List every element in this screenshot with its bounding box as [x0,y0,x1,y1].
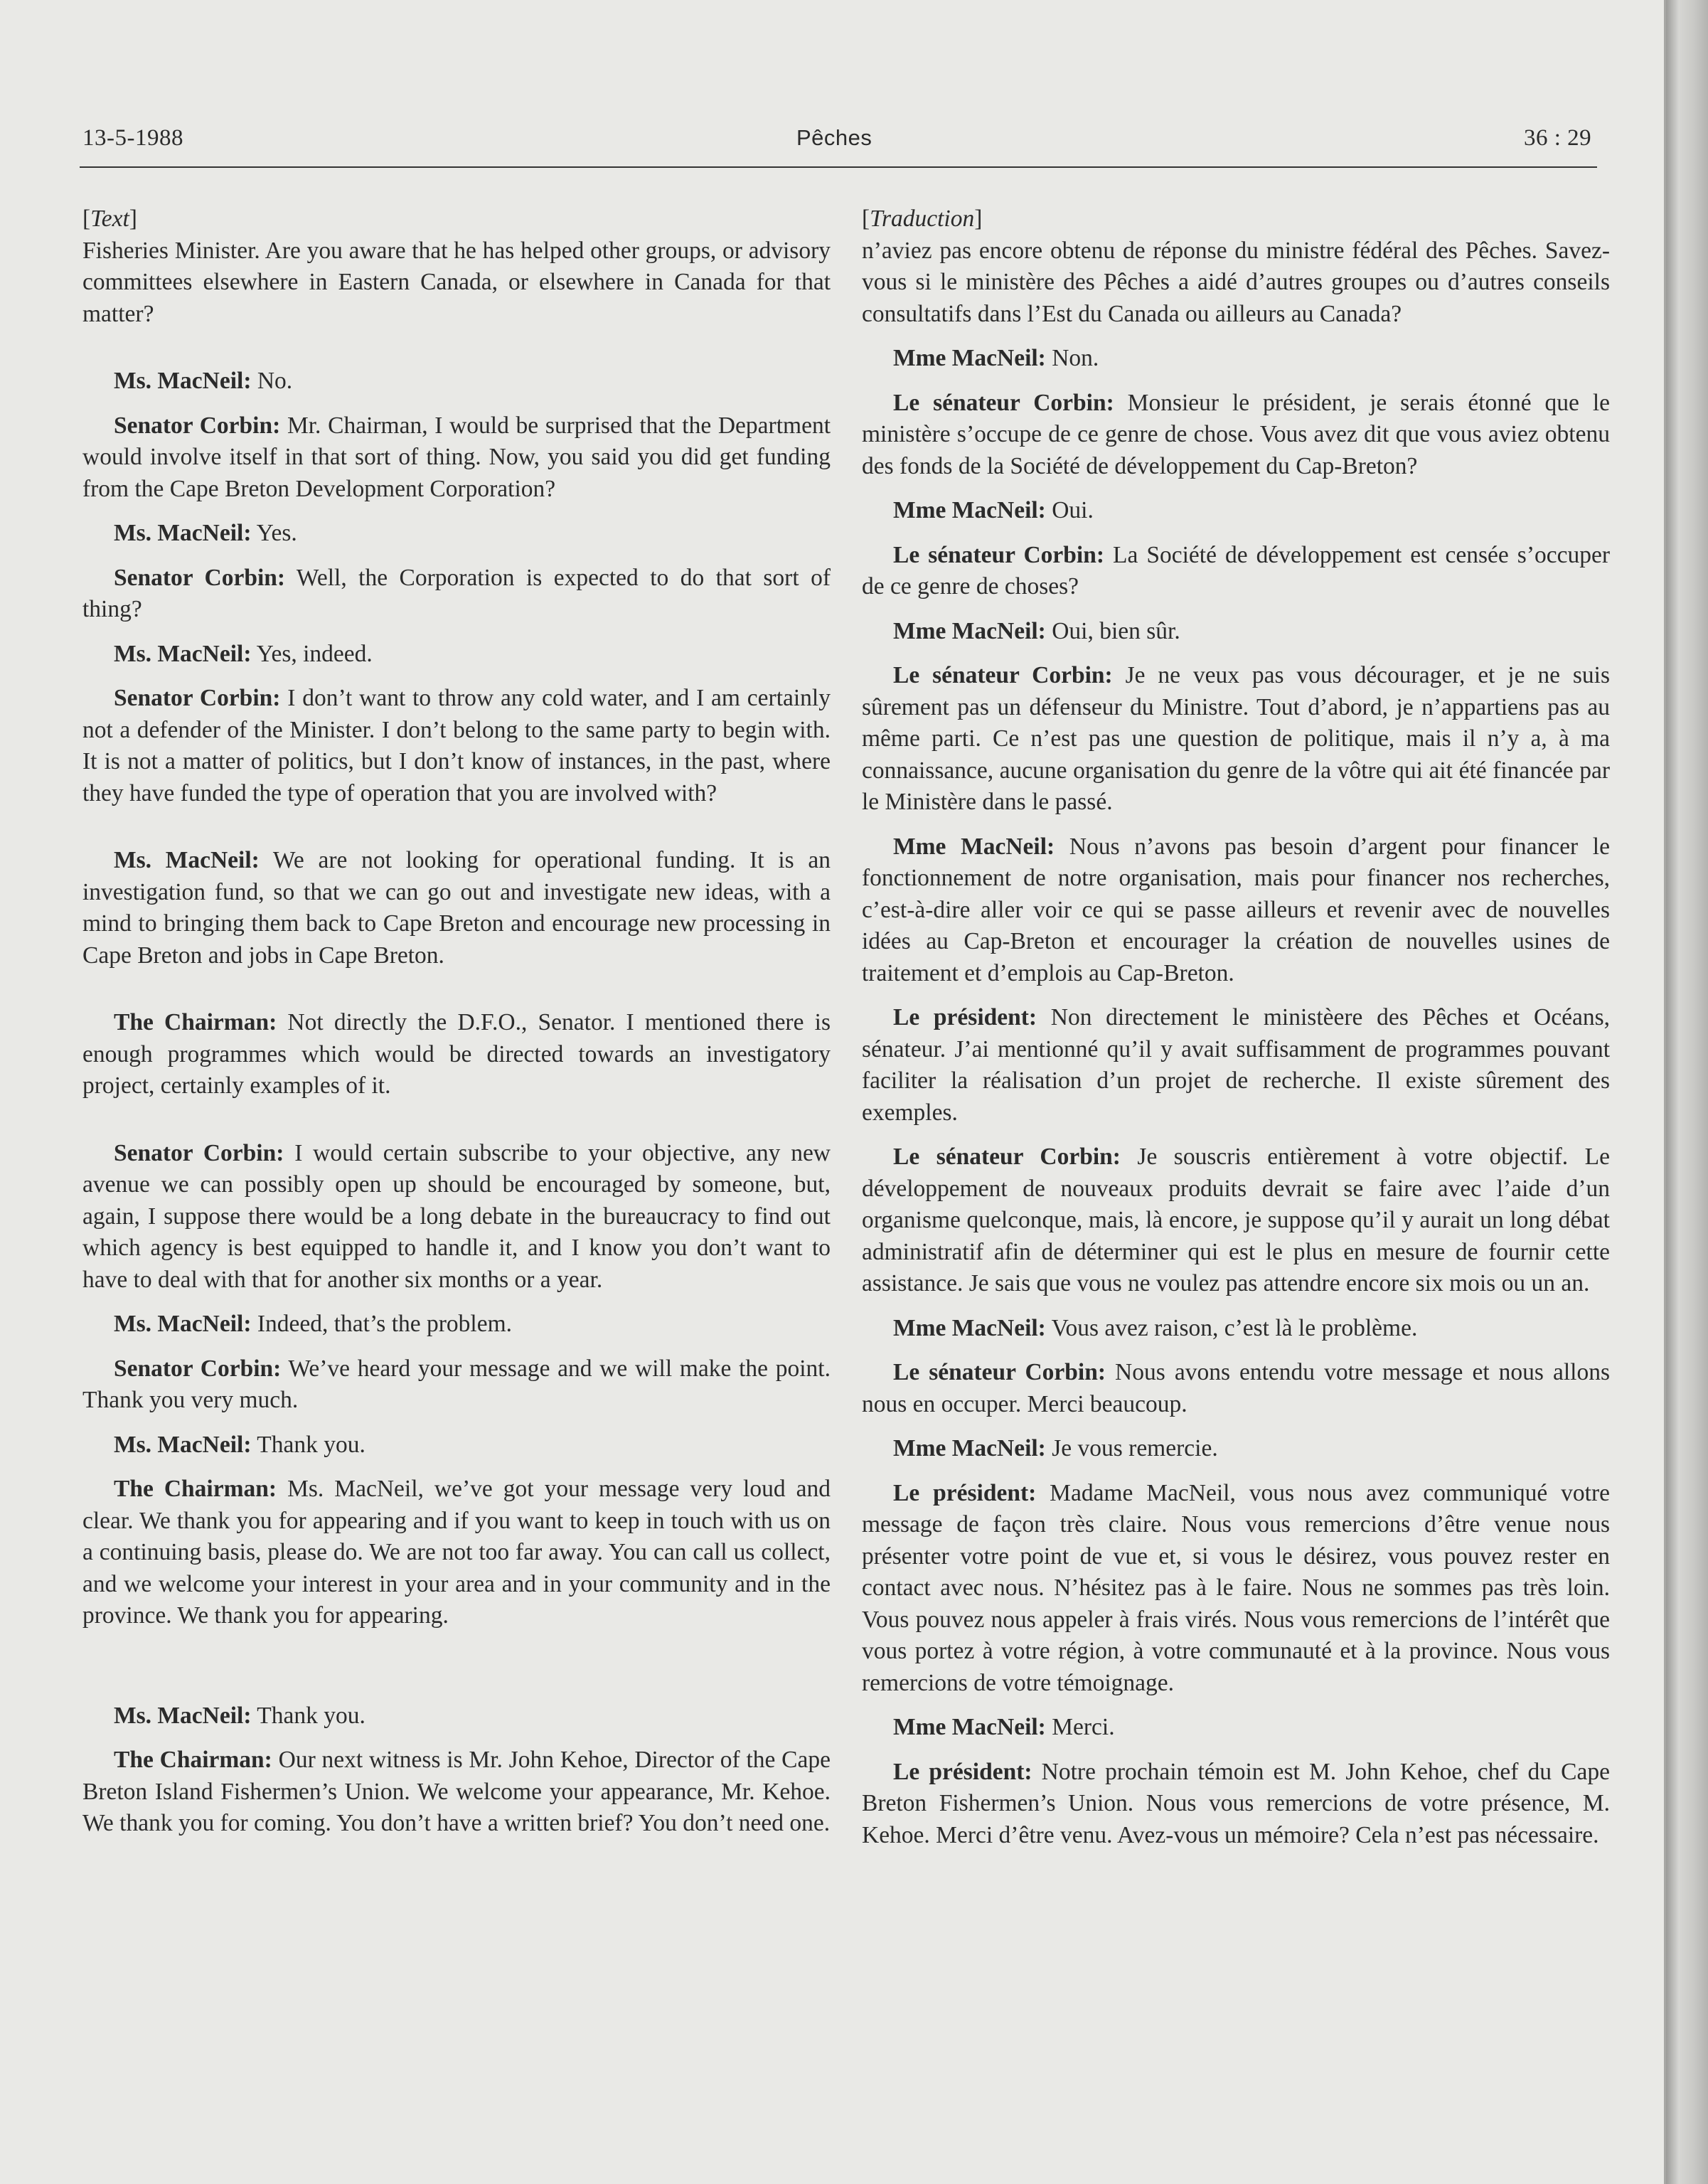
transcript-paragraph [82,1744,831,1840]
speaker-name: The Chairman: [114,1476,277,1502]
speaker-name: Le sénateur Corbin: [893,1359,1106,1385]
header-rule [80,166,1597,168]
transcript-paragraph [862,1002,1610,1129]
transcript-paragraph [862,1478,1610,1700]
speaker-name: Le sénateur Corbin: [893,1144,1121,1170]
transcript-paragraph [82,366,831,398]
header-title: Pêches [796,125,872,150]
speaker-name: The Chairman: [114,1747,272,1773]
speech-text: I don’t want to throw any cold water, and I am certainly not a defender of the Minister. I don’t belong to the same party to begin with. It is not a matter of politics, but I don’t know of instances, in the past, where they have funded the type of operation that you are involved with? [82,685,831,806]
transcript-paragraph [82,639,831,671]
speaker-name: Le président: [893,1479,1037,1506]
transcript-paragraph [862,495,1610,527]
lead-paragraph: Fisheries Minister. Are you aware that he has helped other groups, or advisory committees elsewhere in Eastern Canada, or elsewhere in Canada for that matter? [82,237,831,327]
transcript-paragraph [82,1309,831,1341]
transcript-paragraph [82,1429,831,1461]
speaker-name: Senator Corbin: [114,1355,282,1382]
transcript-paragraph [82,845,831,971]
speech-text: We’ve heard your message and we will make the point. Thank you very much. [82,1355,831,1413]
speaker-name: Ms. MacNeil: [114,1431,252,1458]
transcript-paragraph [82,683,831,809]
speech-text: We are not looking for operational funding. It is an investigation fund, so that we can go out and investigate new ideas, with a mind to bringing them back to Cape Breton and encourage new processing in Cape Breton and jobs in Cape Breton. [82,847,831,969]
speaker-name: Mme MacNeil: [893,345,1046,371]
language-label: [Traduction] [862,206,983,232]
speech-text: Indeed, that’s the problem. [251,1311,513,1337]
speech-text: Je souscris entièrement à votre objectif. Le développement de nouveaux produits devrait se faire avec l’aide d’un organisme quelconque, mais, là encore, je suppose qu’il y aurait un long débat administratif afin de déterminer qui est le plus en mesure de fournir cette assistance. Je sais que vous ne voulez pas attendre encore six mois ou un an. [862,1144,1610,1296]
speaker-name: The Chairman: [114,1009,277,1035]
speaker-name: Mme MacNeil: [893,497,1046,523]
speech-text: Nous avons entendu votre message et nous allons nous en occuper. Merci beaucoup. [862,1359,1611,1417]
transcript-paragraph [82,410,831,506]
speech-text: Non. [1045,345,1099,371]
speaker-name: Mme MacNeil: [893,1714,1046,1740]
transcript-paragraph [862,616,1610,648]
speaker-name: Le sénateur Corbin: [893,662,1113,688]
speech-text: Vous avez raison, c’est là le problème. [1045,1314,1418,1341]
speaker-name: Mme MacNeil: [893,1314,1046,1341]
speech-text: Merci. [1045,1714,1115,1740]
transcript-paragraph [862,343,1610,375]
transcript-paragraph [862,1757,1610,1852]
transcript-paragraph [82,1474,831,1632]
transcript-paragraph [82,1353,831,1417]
speaker-name: Ms. MacNeil: [114,640,252,667]
speech-text: Je ne veux pas vous décourager, et je ne suis sûrement pas un défenseur du Ministre. Tout d’abord, je n’appartiens pas au même parti. Ce n’est pas une question de politique, mais il n’y a, à ma connaissance, aucune organisation du genre de la vôtre qui ait été financée par le Ministère dans le passé. [862,662,1610,815]
speech-text: Je vous remercie. [1045,1435,1218,1461]
speaker-name: Ms. MacNeil: [114,847,260,873]
speech-text: I would certain subscribe to your objective, any new avenue we can possibly open up should be encouraged by someone, but, again, I suppose there would be a long debate in the bureaucracy to find out which agency is best equipped to handle it, and I know you don’t want to have to deal with that for another six months or a year. [82,1139,831,1293]
speech-text: Yes. [251,520,297,546]
page-edge [1666,0,1708,2184]
speech-text: Mr. Chairman, I would be surprised that the Department would involve itself in that sort of thing. Now, you said you did get funding from the Cape Breton Development Corporation? [82,412,831,502]
transcript-paragraph [862,1141,1610,1300]
speech-text: Oui. [1045,497,1094,523]
speaker-name: Ms. MacNeil: [114,368,252,394]
transcript-paragraph [862,831,1610,990]
speaker-name: Senator Corbin: [114,1139,284,1166]
speech-text: La Société de développement est censée s’occuper de ce genre de choses? [862,541,1610,600]
speaker-name: Le président: [893,1004,1037,1030]
speech-text: Nous n’avons pas besoin d’argent pour financer le fonctionnement de notre organisation, mais pour financer nos recherches, c’est-à-dire aller voir ce qui se passe ailleurs et revenir avec de nouvelles idées au Cap-Breton et encourager la création de nouvelles usines de traitement et d’emplois au Cap-Breton. [862,833,1610,986]
transcript-paragraph [862,388,1610,483]
transcript-paragraph [862,1357,1610,1420]
speech-text: Ms. MacNeil, we’ve got your message very loud and clear. We thank you for appearing and if you want to keep in touch with us on a continuing basis, please do. We are not too far away. You can call us collect, and we welcome your interest in your area and in your community and in the province. We thank you for appearing. [82,1476,831,1629]
speaker-name: Mme MacNeil: [893,1435,1046,1461]
french-column [862,203,1610,1851]
language-label: [Text] [82,206,137,232]
speech-text: Our next witness is Mr. John Kehoe, Director of the Cape Breton Island Fishermen’s Union. We welcome your appearance, Mr. Kehoe. We thank you for coming. You don’t have a written brief? You don’t need one. [82,1747,831,1836]
speech-text: Thank you. [251,1702,365,1729]
transcript-paragraph [862,1712,1610,1744]
speech-text: Non directement le ministèere des Pêches et Océans, sénateur. J’ai mentionné qu’il y avait suffisamment de programmes pouvant faciliter la réalisation d’un projet de recherche. Il existe sûrement des exemples. [862,1004,1611,1126]
speech-text: Not directly the D.F.O., Senator. I mentioned there is enough programmes which would be directed towards an investigatory project, certainly examples of it. [82,1009,831,1099]
header-page-number: 36 : 29 [1524,125,1592,151]
transcript-paragraph [82,563,831,626]
speaker-name: Ms. MacNeil: [114,1311,252,1337]
speaker-name: Mme MacNeil: [893,617,1046,644]
speech-text: No. [251,368,293,394]
transcript-paragraph [862,1433,1610,1465]
speech-text: Madame MacNeil, vous nous avez communiqué votre message de façon très claire. Nous vous remercions d’être venue nous présenter votre point de vue et, si vous le désirez, vous pouvez rester en contact avec nous. N’hésitez pas à le faire. Nous ne sommes pas très loin. Vous pouvez nous appeler à frais virés. Nous vous remercions de l’intérêt que vous portez à votre région, à votre communauté et à la province. Nous vous remercions de votre témoignage. [862,1479,1610,1696]
speaker-name: Senator Corbin: [114,564,286,591]
transcript-paragraph [82,1700,831,1732]
speaker-name: Senator Corbin: [114,685,281,711]
speaker-name: Mme MacNeil: [893,833,1055,860]
english-column [82,203,831,1840]
header-date: 13-5-1988 [82,125,183,151]
transcript-paragraph [82,518,831,550]
speech-text: Notre prochain témoin est M. John Kehoe, chef du Cape Breton Fishermen’s Union. Nous vous remercions de votre présence, M. Kehoe. Merci d’être venu. Avez-vous un mémoire? Cela n’est pas nécessaire. [862,1758,1610,1848]
speech-text: Monsieur le président, je serais étonné que le ministère s’occupe de ce genre de chose. Vous avez dit que vous aviez obtenu des fonds de la Société de développement du Cap-Breton? [862,389,1610,479]
transcript-paragraph [862,540,1610,603]
transcript-paragraph [862,1313,1610,1345]
transcript-paragraph [82,1138,831,1296]
speaker-name: Le sénateur Corbin: [893,389,1114,416]
speaker-name: Ms. MacNeil: [114,1702,252,1729]
transcript-paragraph [82,1007,831,1102]
speaker-name: Le président: [893,1758,1032,1785]
speech-text: Thank you. [251,1431,365,1458]
speech-text: Yes, indeed. [251,640,373,667]
speaker-name: Le sénateur Corbin: [893,541,1104,568]
lead-paragraph: n’aviez pas encore obtenu de réponse du ministre fédéral des Pêches. Savez-vous si le ministère des Pêches a aidé d’autres groupes ou d’autres conseils consultatifs dans l’Est du Canada ou ailleurs au Canada? [862,237,1610,327]
transcript-paragraph [862,660,1610,819]
speech-text: Well, the Corporation is expected to do that sort of thing? [82,564,831,622]
speaker-name: Ms. MacNeil: [114,520,252,546]
speech-text: Oui, bien sûr. [1045,617,1180,644]
speaker-name: Senator Corbin: [114,412,281,439]
